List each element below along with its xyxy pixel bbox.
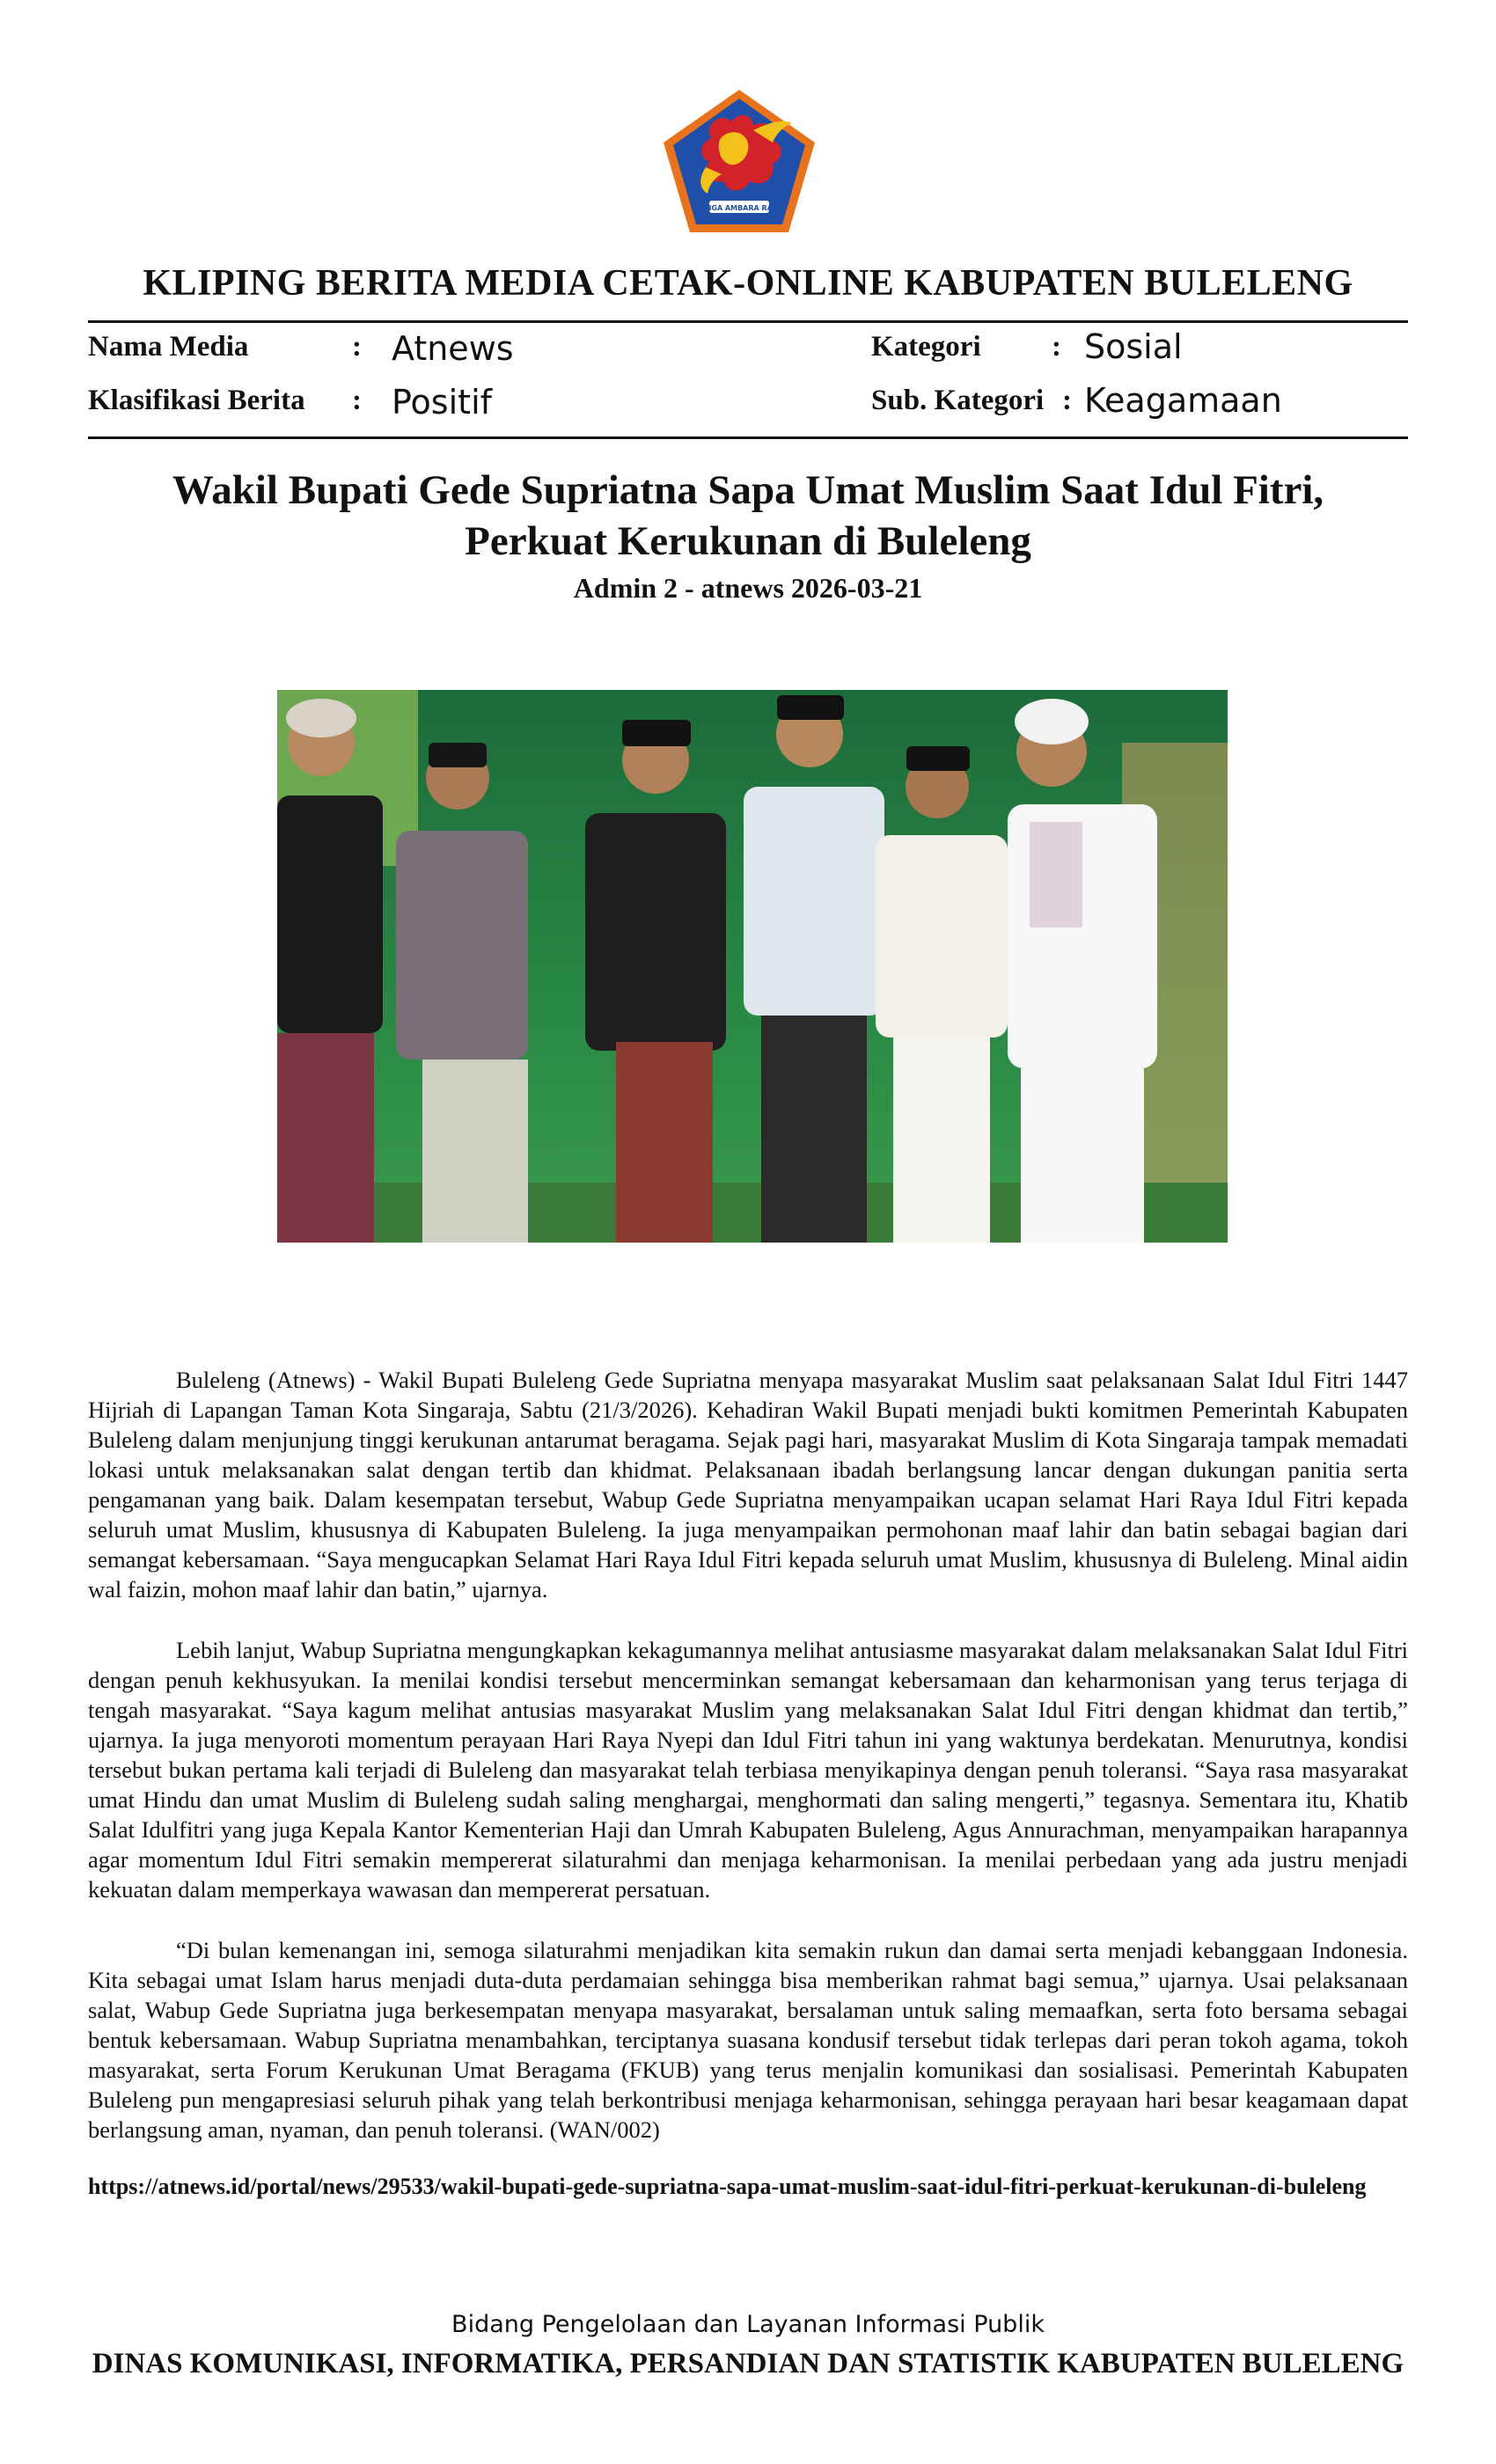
article-photo bbox=[277, 690, 1228, 1243]
footer-title: DINAS KOMUNIKASI, INFORMATIKA, PERSANDIAN DAN STATISTIK KABUPATEN BULELENG bbox=[92, 2348, 1404, 2380]
sub-kategori-colon: : bbox=[1062, 385, 1072, 416]
sub-kategori-label: Sub. Kategori bbox=[871, 385, 1045, 416]
kategori-colon: : bbox=[1052, 331, 1061, 363]
klasifikasi-label: Klasifikasi Berita bbox=[88, 385, 305, 416]
article-paragraph-2: Lebih lanjut, Wabup Supriatna mengungkapkan kekagumannya melihat antusiasme masyarakat dalam melaksanakan Salat Idul Fitri dengan penuh kekhusyukan. Ia menilai kondisi tersebut mencerminkan semangat kebersamaan dan keharmonisan yang terus terjaga di tengah masyarakat. “Saya kagum melihat antusias masyarakat Muslim yang melaksanakan Salat Idul Fitri dengan khidmat dan tertib,” ujarnya. Ia juga menyoroti momentum perayaan Hari Raya Nyepi dan Idul Fitri tahun ini yang waktunya berdekatan. Menurutnya, kondisi tersebut bukan pertama kali terjadi di Buleleng dan masyarakat telah terbiasa menyikapinya dengan penuh toleransi. “Saya rasa masyarakat umat Hindu dan umat Muslim di Buleleng sudah saling menghargai, menghormati dan saling mengerti,” tegasnya. Sementara itu, Khatib Salat Idulfitri yang juga Kepala Kantor Kementerian Haji dan Umrah Kabupaten Buleleng, Agus Annurachman, menyampaikan harapannya agar momentum Idul Fitri semakin mempererat silaturahmi dan menjaga keharmonisan. Ia menilai perbedaan yang ada justru menjadi kekuatan dalam memperkaya wawasan dan mempererat persatuan. bbox=[88, 1637, 1409, 1903]
article-byline: Admin 2 - atnews 2026-03-21 bbox=[573, 572, 923, 604]
klasifikasi-value: Positif bbox=[392, 383, 492, 422]
nama-media-label: Nama Media bbox=[88, 331, 249, 363]
kategori-label: Kategori bbox=[871, 331, 981, 363]
footer-subtitle: Bidang Pengelolaan dan Layanan Informasi Publik bbox=[451, 2311, 1045, 2338]
headline-line-2: Perkuat Kerukunan di Buleleng bbox=[465, 518, 1031, 564]
divider-bottom bbox=[88, 436, 1408, 439]
source-link[interactable]: https://atnews.id/portal/news/29533/wakil-bupati-gede-supriatna-sapa-umat-muslim-saat-idul-fitri-perkuat-kerukunan-di-buleleng bbox=[88, 2174, 1367, 2199]
article-body bbox=[88, 1365, 1408, 2175]
article-paragraph-3: “Di bulan kemenangan ini, semoga silaturahmi menjadikan kita semakin rukun dan damai serta menjadi kebanggaan Indonesia. Kita sebagai umat Islam harus menjadi duta-duta perdamaian sehingga bisa memberikan rahmat bagi semua,” ujarnya. Usai pelaksanaan salat, Wabup Gede Supriatna juga berkesempatan menyapa masyarakat, bersalaman untuk saling memaafkan, serta foto bersama sebagai bentuk kebersamaan. Wabup Supriatna menambahkan, terciptanya suasana kondusif tersebut tidak terlepas dari peran tokoh agama, tokoh masyarakat, serta Forum Kerukunan Umat Beragama (FKUB) yang terus menjalin komunikasi dan sosialisasi. Pemerintah Kabupaten Buleleng pun mengapresiasi seluruh pihak yang telah berkontribusi menjaga keharmonisan, sehingga perayaan hari besar keagamaan dapat berlangsung aman, nyaman, dan penuh toleransi. (WAN/002) bbox=[88, 1937, 1408, 2143]
divider-top bbox=[88, 320, 1408, 323]
nama-media-colon: : bbox=[352, 331, 362, 363]
svg-text:SINGA AMBARA RAJA: SINGA AMBARA RAJA bbox=[697, 204, 781, 212]
kategori-value: Sosial bbox=[1084, 327, 1183, 366]
clipping-title: KLIPING BERITA MEDIA CETAK-ONLINE KABUPATEN BULELENG bbox=[143, 263, 1353, 304]
sub-kategori-value: Keagamaan bbox=[1084, 381, 1282, 420]
nama-media-value: Atnews bbox=[392, 329, 514, 368]
headline-line-1: Wakil Bupati Gede Supriatna Sapa Umat Muslim Saat Idul Fitri, bbox=[172, 467, 1324, 513]
buleleng-emblem-icon bbox=[660, 86, 818, 236]
article-headline bbox=[132, 465, 1364, 567]
article-paragraph-1: Buleleng (Atnews) - Wakil Bupati Buleleng Gede Supriatna menyapa masyarakat Muslim saat pelaksanaan Salat Idul Fitri 1447 Hijriah di Lapangan Taman Kota Singaraja, Sabtu (21/3/2026). Kehadiran Wakil Bupati menjadi bukti komitmen Pemerintah Kabupaten Buleleng dalam menjunjung tinggi kerukunan antarumat beragama. Sejak pagi hari, masyarakat Muslim di Kota Singaraja tampak memadati lokasi untuk melaksanakan salat dengan tertib dan khidmat. Pelaksanaan ibadah berlangsung lancar dengan dukungan panitia serta pengamanan yang baik. Dalam kesempatan tersebut, Wabup Gede Supriatna menyampaikan ucapan selamat Hari Raya Idul Fitri kepada seluruh umat Muslim, khususnya di Kabupaten Buleleng. Ia juga menyampaikan permohonan maaf lahir dan batin sebagai bagian dari semangat kebersamaan. “Saya mengucapkan Selamat Hari Raya Idul Fitri kepada seluruh umat Muslim, khususnya di Buleleng. Minal aidin wal faizin, mohon maaf lahir dan batin,” ujarnya. bbox=[88, 1367, 1408, 1602]
klasifikasi-colon: : bbox=[352, 385, 362, 416]
